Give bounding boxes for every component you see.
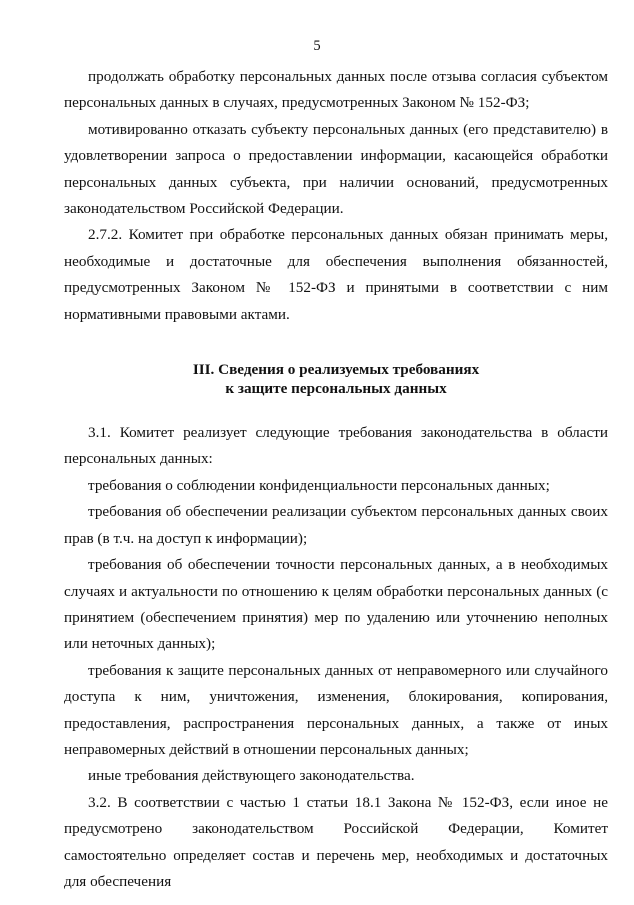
paragraph-subject-rights: требования об обеспечении реализации субъектом персональных данных своих прав (в т.ч. на доступ к информации); (64, 503, 608, 547)
paragraph-3-2: 3.2. В соответствии с частью 1 статьи 18.1 Закона № 152-ФЗ, если иное не предусмотрено законодательством Российской Федерации, Комитет самостоятельно определяет состав и перечень мер, необходимых и достаточных для обеспечения (64, 793, 608, 890)
paragraph-data-accuracy: требования об обеспечении точности персональных данных, а в необходимых случаях и актуальности по отношению к целям обработки персональных данных (с принятием (обеспечением принятия) мер по удалению или уточнению неполных или неточных данных); (64, 556, 608, 653)
section-heading-line1: III. Сведения о реализуемых требованиях (192, 361, 480, 379)
section-heading (64, 360, 608, 398)
paragraph-continue-processing: продолжать обработку персональных данных после отзыва согласия субъектом персональных данных в случаях, предусмотренных Законом № 152-ФЗ; (64, 68, 608, 112)
paragraph-confidentiality: требования о соблюдении конфиденциальности персональных данных; (88, 476, 550, 494)
paragraph-2-7-2: 2.7.2. Комитет при обработке персональных данных обязан принимать меры, необходимые и достаточные для обеспечения выполнения обязанностей, предусмотренных Законом № 152-ФЗ и принятыми в соответствии с ним нормативными правовыми актами. (64, 226, 608, 323)
document-body (64, 64, 608, 895)
paragraph-other-requirements: иные требования действующего законодательства. (88, 767, 415, 785)
paragraph-refuse-request: мотивированно отказать субъекту персональных данных (его представителю) в удовлетворении запроса о предоставлении информации, касающейся обработки персональных данных субъекта, при наличии оснований, предусмотренных законодательством Российской Федерации. (64, 120, 608, 218)
section-heading-line2: к защите персональных данных (225, 380, 447, 398)
paragraph-3-1: 3.1. Комитет реализует следующие требования законодательства в области персональных данных: (64, 424, 608, 468)
paragraph-data-protection: требования к защите персональных данных от неправомерного или случайного доступа к ним, уничтожения, изменения, блокирования, копирования, предоставления, распространения персональных данных, а также от иных неправомерных действий в отношении персональных данных; (64, 661, 608, 758)
page-number: 5 (313, 38, 321, 54)
